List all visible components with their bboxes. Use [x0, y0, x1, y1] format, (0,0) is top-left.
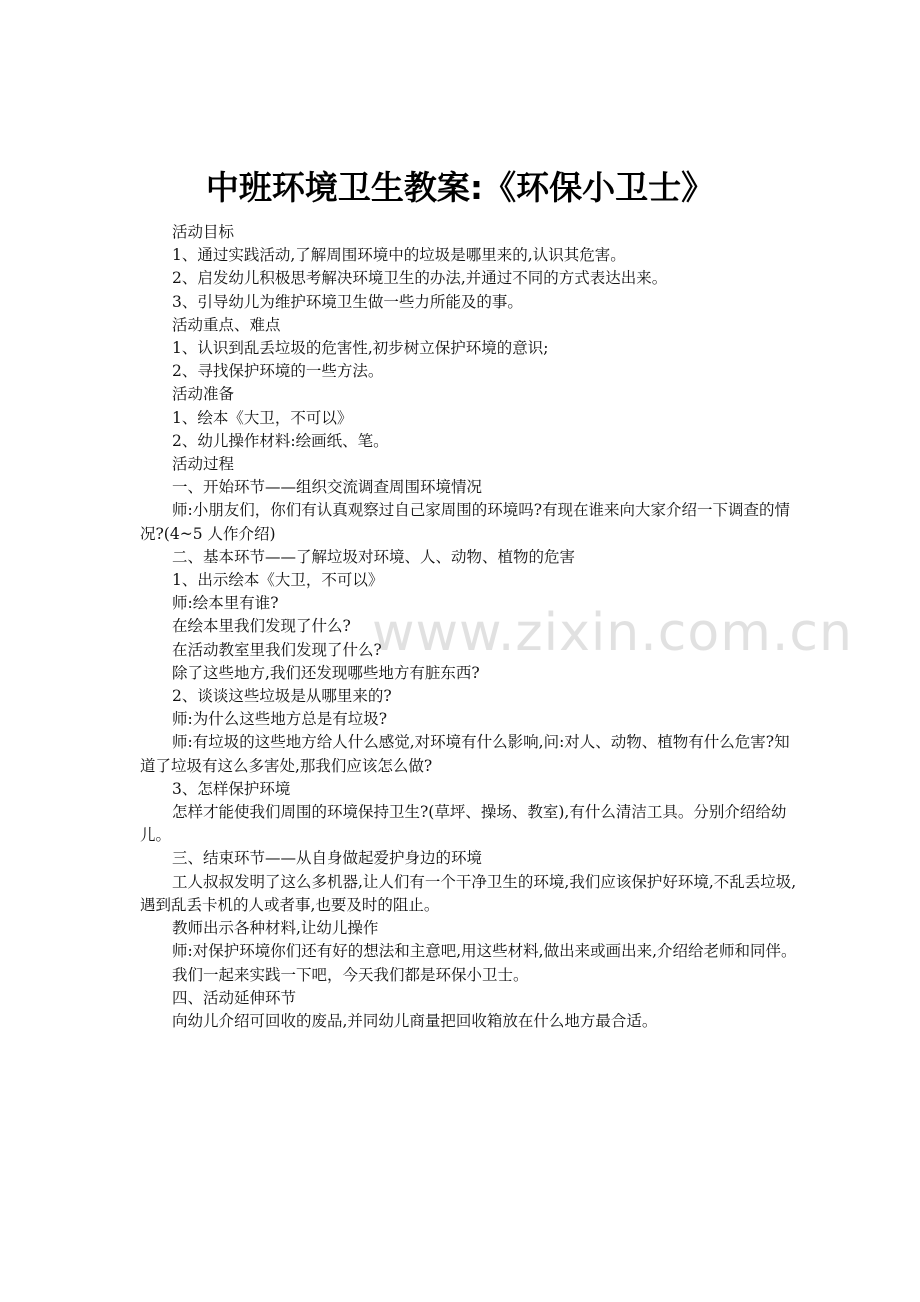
body-line: 三、结束环节——从自身做起爱护身边的环境: [172, 849, 483, 868]
body-line: 1、认识到乱丢垃圾的危害性,初步树立保护环境的意识;: [172, 339, 549, 358]
body-paragraph: 师:对保护环境你们还有好的想法和主意吧,用这些材料,做出来或画出来,介绍给老师和同伴。: [172, 942, 797, 961]
body-line: 向幼儿介绍可回收的废品,并同幼儿商量把回收箱放在什么地方最合适。: [172, 1011, 658, 1030]
body-line: 2、幼儿操作材料:绘画纸、笔。: [172, 431, 389, 450]
body-line: 1、绘本《大卫，不可以》: [172, 408, 353, 427]
body-line: 二、基本环节——了解垃圾对环境、人、动物、植物的危害: [172, 547, 576, 566]
body-line: 2、谈谈这些垃圾是从哪里来的?: [172, 687, 392, 706]
body-line: 1、出示绘本《大卫，不可以》: [172, 571, 384, 590]
body-line: 一、开始环节——组织交流调查周围环境情况: [172, 478, 483, 497]
body-line: 活动准备: [172, 385, 235, 404]
body-paragraph: 师:有垃圾的这些地方给人什么感觉,对环境有什么影响,问:对人、动物、植物有什么危害?知道了垃圾有这么多害处,那我们应该怎么做?: [140, 733, 790, 775]
body-line: 2、寻找保护环境的一些方法。: [172, 362, 384, 381]
body-line: 教师出示各种材料,让幼儿操作: [172, 919, 379, 938]
body-paragraph: 怎样才能使我们周围的环境保持卫生?(草坪、操场、教室),有什么清洁工具。分别介绍给幼儿。: [140, 803, 787, 845]
body-line: 活动过程: [172, 455, 235, 474]
body-line: 在活动教室里我们发现了什么?: [172, 640, 382, 659]
body-line: 师:为什么这些地方总是有垃圾?: [172, 710, 388, 729]
body-line: 我们一起来实践一下吧，今天我们都是环保小卫士。: [172, 965, 529, 984]
body-line: 2、启发幼儿积极思考解决环境卫生的办法,并通过不同的方式表达出来。: [172, 269, 668, 288]
body-line: 3、引导幼儿为维护环境卫生做一些力所能及的事。: [172, 292, 523, 311]
watermark: www.zixin.com.cn: [372, 603, 853, 663]
body-line: 四、活动延伸环节: [172, 988, 297, 1007]
body-line: 师:绘本里有谁?: [172, 594, 279, 613]
body-line: 活动重点、难点: [172, 315, 281, 334]
body-line: 1、通过实践活动,了解周围环境中的垃圾是哪里来的,认识其危害。: [172, 246, 626, 265]
body-paragraph: 师:小朋友们，你们有认真观察过自己家周围的环境吗?有现在谁来向大家介绍一下调查的情况?(4~5 人作介绍): [140, 501, 791, 543]
body-line: 活动目标: [172, 223, 235, 241]
body-line: 除了这些地方,我们还发现哪些地方有脏东西?: [172, 663, 480, 682]
body-paragraph: 工人叔叔发明了这么多机器,让人们有一个干净卫生的环境,我们应该保护好环境,不乱丢垃圾,遇到乱丢卡机的人或者事,也要及时的阻止。: [140, 872, 797, 914]
document-title: 中班环境卫生教案:《环保小卫士》: [205, 168, 715, 208]
body-line: 3、怎样保护环境: [172, 779, 291, 798]
body-line: 在绘本里我们发现了什么?: [172, 617, 351, 636]
